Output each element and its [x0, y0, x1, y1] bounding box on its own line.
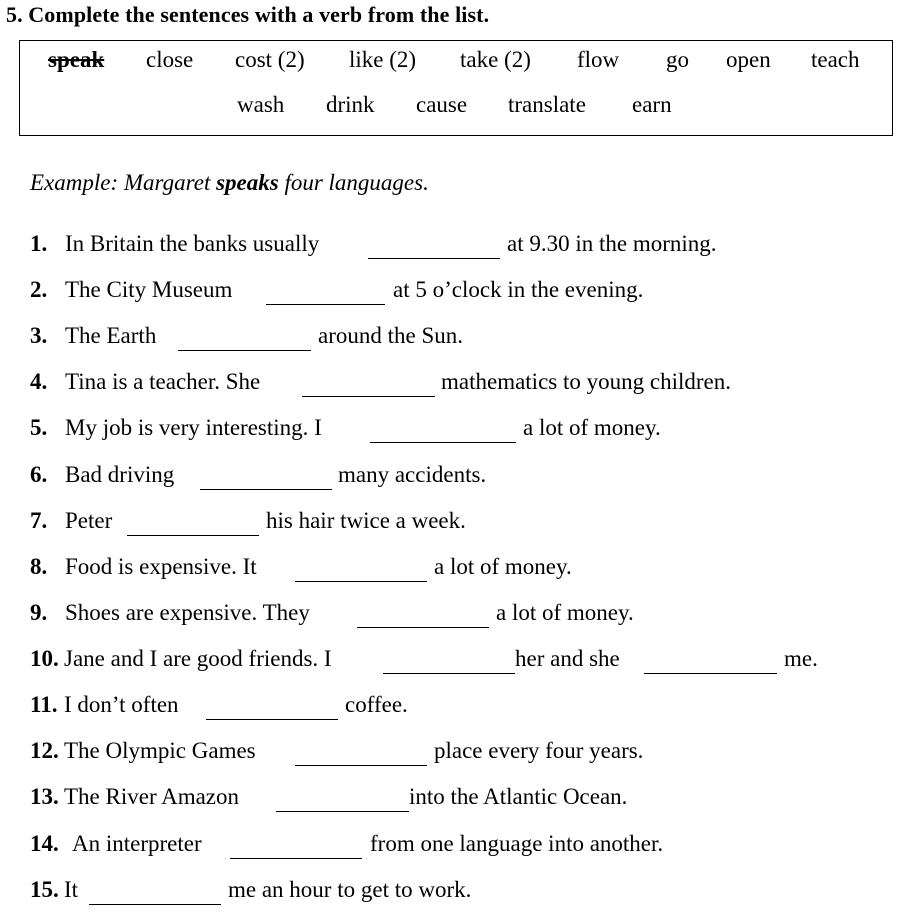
verb-translate: translate — [508, 92, 586, 117]
sentence-number: 14. — [30, 831, 59, 856]
sentence-before: Peter — [65, 508, 113, 533]
sentence-number: 9. — [30, 600, 48, 625]
example-prefix: Example: Margaret — [30, 170, 217, 195]
sentence-before: The River Amazon — [64, 784, 240, 809]
verb-wash: wash — [237, 92, 285, 117]
sentence-after: her and she — [515, 646, 620, 671]
sentence-after: coffee. — [345, 692, 408, 717]
sentence-number: 3. — [30, 323, 48, 348]
sentence-number: 7. — [30, 508, 48, 533]
example-sentence — [30, 170, 429, 196]
sentence-before: Tina is a teacher. She — [65, 369, 261, 394]
sentence-after: place every four years. — [434, 738, 644, 763]
answer-blank[interactable] — [368, 258, 500, 259]
sentence-after: a lot of money. — [496, 600, 634, 625]
verb-open: open — [726, 47, 771, 72]
sentence-after: into the Atlantic Ocean. — [409, 784, 628, 809]
sentence-before: Jane and I are good friends. I — [64, 646, 332, 671]
answer-blank[interactable] — [383, 673, 515, 674]
answer-blank[interactable] — [230, 858, 362, 859]
example-answer: speaks — [216, 170, 279, 195]
verb-like: like (2) — [349, 47, 417, 72]
sentence-number: 12. — [30, 738, 59, 763]
verb-teach: teach — [811, 47, 860, 72]
answer-blank[interactable] — [89, 904, 221, 905]
sentence-after: at 5 o’clock in the evening. — [393, 277, 644, 302]
verb-speak: speak — [48, 47, 105, 72]
sentence-after: from one language into another. — [370, 831, 664, 856]
sentence-number: 6. — [30, 462, 48, 487]
verb-earn: earn — [632, 92, 672, 117]
answer-blank[interactable] — [644, 673, 777, 674]
answer-blank[interactable] — [295, 581, 427, 582]
sentence-after-2: me. — [784, 646, 818, 671]
answer-blank[interactable] — [266, 304, 385, 305]
sentence-number: 1. — [30, 231, 48, 256]
sentence-after: me an hour to get to work. — [228, 877, 472, 902]
sentence-number: 8. — [30, 554, 48, 579]
sentence-after: a lot of money. — [434, 554, 572, 579]
answer-blank[interactable] — [295, 765, 427, 766]
answer-blank[interactable] — [127, 535, 259, 536]
sentence-after: mathematics to young children. — [441, 369, 731, 394]
sentence-before: The Olympic Games — [64, 738, 256, 763]
sentence-after: at 9.30 in the morning. — [507, 231, 717, 256]
verb-drink: drink — [326, 92, 375, 117]
verb-flow: flow — [577, 47, 620, 72]
sentence-after: his hair twice a week. — [266, 508, 466, 533]
sentence-number: 10. — [30, 646, 59, 671]
sentence-after: a lot of money. — [523, 415, 661, 440]
answer-blank[interactable] — [370, 442, 516, 443]
sentence-before: I don’t often — [64, 692, 179, 717]
sentence-number: 13. — [30, 784, 59, 809]
sentence-number: 4. — [30, 369, 48, 394]
sentence-number: 5. — [30, 415, 48, 440]
sentence-before: In Britain the banks usually — [65, 231, 320, 256]
verb-cause: cause — [416, 92, 468, 117]
answer-blank[interactable] — [302, 396, 435, 397]
sentence-number: 11. — [30, 692, 58, 717]
sentence-number: 15. — [30, 877, 59, 902]
sentence-before: Shoes are expensive. They — [65, 600, 310, 625]
sentence-before: Food is expensive. It — [65, 554, 257, 579]
sentence-before: The Earth — [65, 323, 157, 348]
sentence-before: Bad driving — [65, 462, 175, 487]
sentence-before: It — [64, 877, 79, 902]
sentence-before: The City Museum — [65, 277, 233, 302]
answer-blank[interactable] — [276, 811, 409, 812]
sentence-after: around the Sun. — [318, 323, 464, 348]
verb-go: go — [666, 47, 689, 72]
verb-take: take (2) — [460, 47, 531, 72]
answer-blank[interactable] — [200, 489, 332, 490]
sentence-number: 2. — [30, 277, 48, 302]
answer-blank[interactable] — [178, 350, 311, 351]
verb-cost: cost (2) — [235, 47, 305, 72]
exercise-heading: 5. Complete the sentences with a verb from the list. — [6, 2, 490, 27]
sentence-before: An interpreter — [72, 831, 202, 856]
sentence-after: many accidents. — [338, 462, 487, 487]
verb-list-box — [19, 40, 893, 136]
example-suffix: four languages. — [278, 170, 429, 195]
answer-blank[interactable] — [206, 719, 338, 720]
sentence-before: My job is very interesting. I — [65, 415, 322, 440]
verb-close: close — [146, 47, 194, 72]
answer-blank[interactable] — [357, 627, 489, 628]
